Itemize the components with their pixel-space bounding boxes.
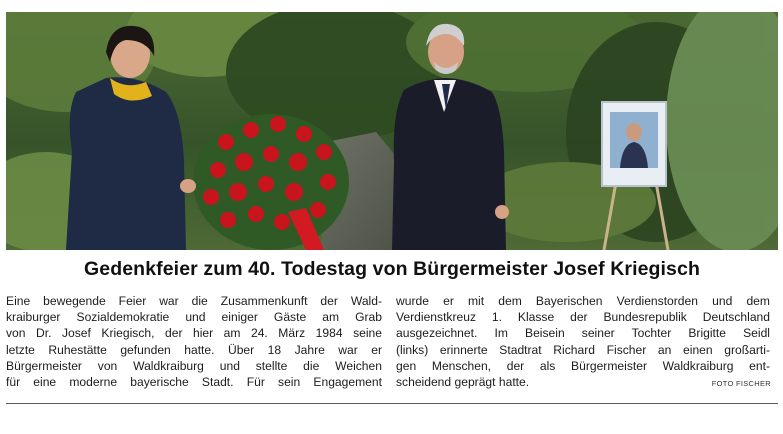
body-line: Eine bewegende Feier war die Zusammenkunft der Wald- (6, 294, 382, 308)
body-line: Verdienstkreuz 1. Klasse der Bundesrepublik Deutschland (396, 310, 770, 325)
body-line: Bürgermeister von Waldkraiburg und stellte die Weichen (6, 358, 382, 373)
flower-wreath (193, 114, 349, 250)
photo-illustration (6, 12, 778, 250)
body-line: scheidend geprägt hatte. (396, 375, 530, 390)
photo-credit: FOTO FISCHER (711, 379, 771, 388)
body-line: letzte Ruhestätte gefunden hatte. Über 18 Jahre war er (6, 342, 382, 357)
body-line: wurde er mit dem Bayerischen Verdienstorden und dem (396, 294, 770, 308)
body-line: gen Menschen, der als Bürgermeister Waldkraiburg ent- (396, 358, 770, 373)
article-body-left-column (6, 293, 382, 390)
bottom-divider (6, 403, 778, 404)
article-headline: Gedenkfeier zum 40. Todestag von Bürgermeister Josef Kriegisch (84, 258, 700, 280)
body-line: kraiburger Sozialdemokratie und einiger Gäste am Grab (6, 310, 382, 325)
article-body-right-column (396, 293, 770, 390)
body-line: (links) erinnerte Stadtrat Richard Fischer an einen großarti- (396, 342, 770, 357)
body-line: von Dr. Josef Kriegisch, der hier am 24. März 1984 seine (6, 326, 382, 341)
article-photo (6, 12, 778, 250)
body-line: für eine moderne bayerische Stadt. Für sein Engagement (6, 375, 382, 390)
body-line: ausgezeichnet. Im Beisein seiner Tochter Brigitte Seidl (396, 326, 770, 341)
